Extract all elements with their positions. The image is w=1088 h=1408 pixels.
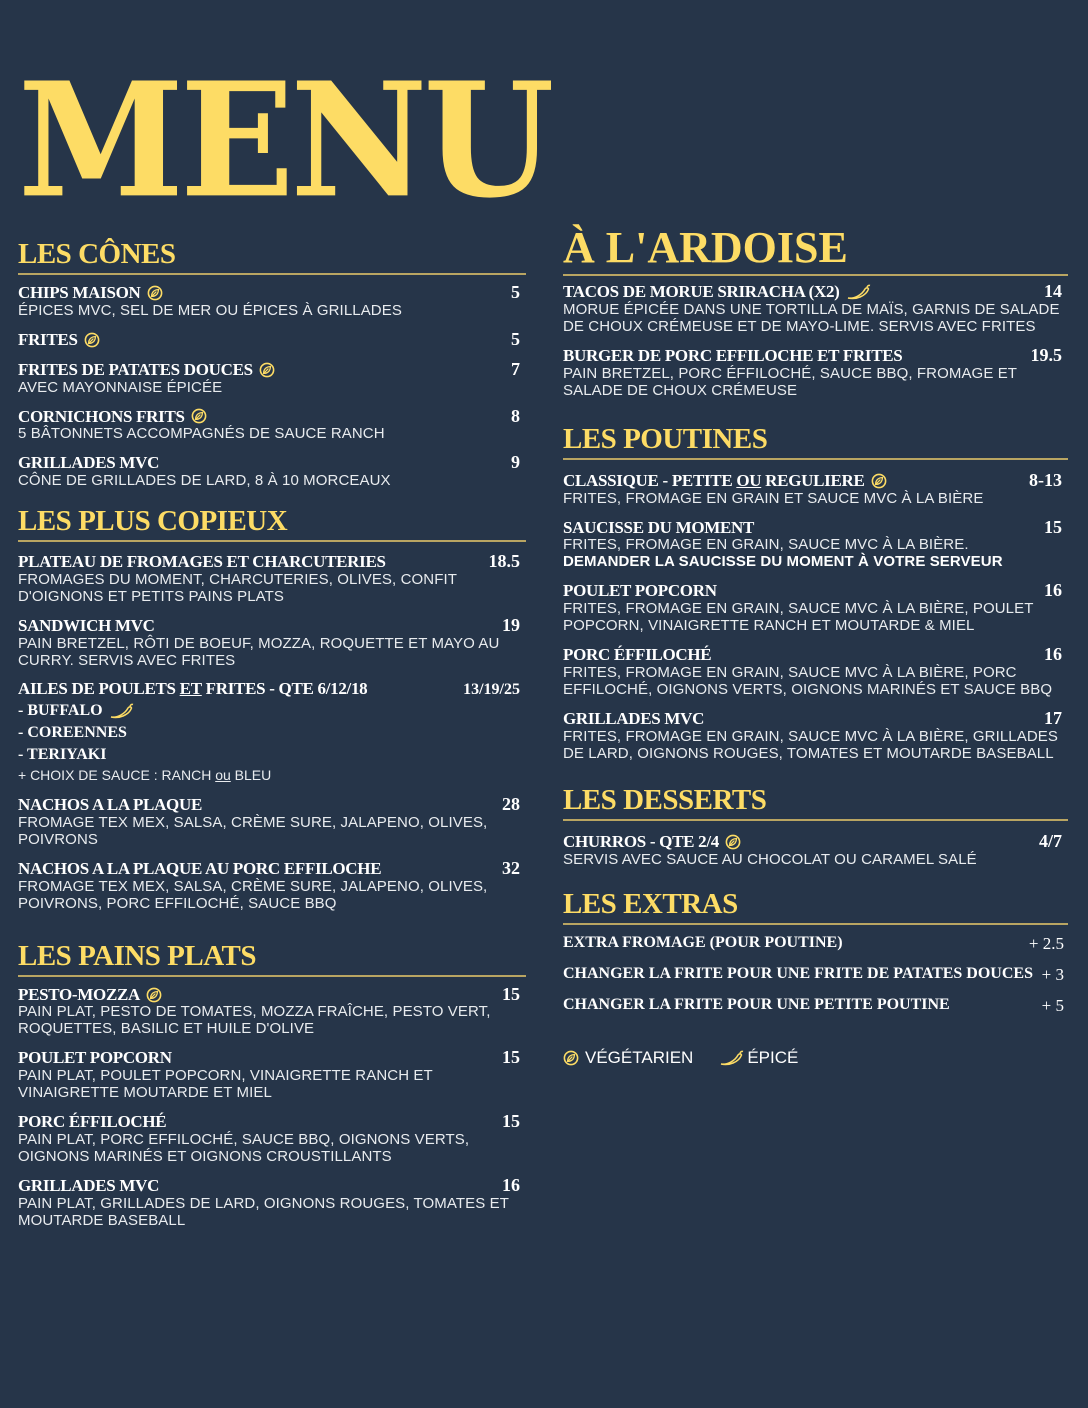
item-name	[18, 408, 207, 426]
item-price: 9	[511, 452, 520, 473]
sauce-text: ou	[215, 766, 231, 783]
item-price: 14	[1044, 281, 1062, 301]
item-price: 8-13	[1029, 469, 1062, 490]
item-name-part: FRITES - QTE 6/12/18	[201, 678, 368, 698]
item-price: 15	[502, 983, 520, 1004]
item-name	[18, 361, 275, 379]
item-desc: PAIN PLAT, PESTO DE TOMATES, MOZZA FRAÎCHE, PESTO VERT, ROQUETTES, BASILIC ET HUILE D'OLIVE	[18, 1003, 491, 1038]
item-price: 16	[1044, 580, 1062, 601]
legend-veg-label: VÉGÉTARIEN	[585, 1047, 694, 1067]
item-name-text: GRILLADES MVC	[18, 1176, 160, 1196]
item-head	[563, 581, 1068, 600]
item-desc: ÉPICES MVC, SEL DE MER OU ÉPICES À GRILLADES	[18, 301, 402, 319]
section-title-ardoise: À L'ARDOISE	[563, 226, 1068, 276]
leaf-circle-icon	[259, 362, 275, 378]
menu-item-sandwich	[18, 616, 526, 669]
item-head	[563, 645, 1068, 664]
menu-item-ailes	[18, 680, 526, 784]
item-name-part: REGULIERE	[761, 470, 865, 490]
item-price: 28	[502, 793, 520, 814]
menu-title: MENU	[18, 48, 551, 234]
item-desc: FRITES, FROMAGE EN GRAIN, SAUCE MVC À LA BIÈRE, POULET POPCORN, VINAIGRETTE RANCH ET MOUTARDE & MIEL	[563, 600, 1034, 635]
item-head	[563, 282, 1068, 301]
sauce-text: BLEU	[230, 766, 272, 783]
section-title-extras: LES EXTRAS	[563, 890, 1068, 925]
item-head	[18, 1176, 526, 1195]
item-name-part: AILES DE POULETS	[18, 678, 180, 698]
item-name-text: PORC ÉFFILOCHÉ	[563, 645, 712, 665]
item-head	[18, 360, 526, 379]
menu-item-saucisse	[563, 518, 1068, 571]
item-name	[18, 986, 162, 1004]
item-name	[18, 1113, 166, 1131]
item-name-text: TACOS DE MORUE SRIRACHA (X2)	[563, 282, 840, 301]
item-name: NACHOS A LA PLAQUE AU PORC EFFILOCHE	[18, 858, 382, 878]
item-name-text: POULET POPCORN	[563, 581, 717, 601]
menu-item	[563, 709, 1068, 762]
menu-item-nachos	[18, 795, 526, 848]
section-title-poutines: LES POUTINES	[563, 425, 1068, 460]
menu-item-classique	[563, 471, 1068, 507]
extra-item	[563, 935, 1068, 952]
leaf-circle-icon	[147, 285, 163, 301]
extra-price: + 3	[1041, 964, 1064, 984]
menu-item	[18, 407, 526, 443]
item-name-part: ET	[179, 678, 202, 698]
section-title-desserts: LES DESSERTS	[563, 786, 1068, 821]
item-name: SANDWICH MVC	[18, 616, 155, 636]
item-desc: SERVIS AVEC SAUCE AU CHOCOLAT OU CARAMEL SALÉ	[563, 850, 977, 868]
extra-name: EXTRA FROMAGE (POUR POUTINE)	[563, 933, 843, 951]
leaf-circle-icon	[725, 834, 741, 850]
item-head	[563, 346, 1068, 365]
menu-item	[563, 346, 1068, 399]
item-desc: PAIN BRETZEL, PORC ÉFFILOCHÉ, SAUCE BBQ, FROMAGE ET SALADE DE CHOUX CRÉMEUSE	[563, 364, 1017, 399]
leaf-circle-icon	[191, 408, 207, 424]
item-name	[563, 472, 887, 490]
item-price: 15	[502, 1047, 520, 1068]
chili-pepper-icon	[846, 284, 872, 300]
menu-item-nachos-porc	[18, 859, 526, 912]
section-title-pains: LES PAINS PLATS	[18, 942, 526, 977]
section-title-cones: LES CÔNES	[18, 240, 526, 275]
item-price: 8	[511, 405, 520, 426]
item-price: 5	[511, 328, 520, 349]
item-desc: CÔNE DE GRILLADES DE LARD, 8 À 10 MORCEAUX	[18, 472, 391, 490]
chili-pepper-icon	[719, 1050, 745, 1066]
section-poutines	[563, 422, 1068, 762]
item-name	[18, 331, 100, 349]
section-pains	[18, 939, 526, 1229]
extra-name: CHANGER LA FRITE POUR UNE PETITE POUTINE	[563, 995, 950, 1013]
item-desc: FRITES, FROMAGE EN GRAIN ET SAUCE MVC À LA BIÈRE	[563, 489, 984, 507]
item-desc: PAIN PLAT, GRILLADES DE LARD, OIGNONS ROUGES, TOMATES ET MOUTARDE BASEBALL	[18, 1194, 509, 1229]
item-name	[18, 680, 367, 698]
item-desc: FRITES, FROMAGE EN GRAIN, SAUCE MVC À LA BIÈRE.	[563, 536, 969, 554]
item-head	[18, 453, 526, 472]
flavor-coreennes	[18, 722, 526, 744]
item-desc: FRITES, FROMAGE EN GRAIN, SAUCE MVC À LA BIÈRE, PORC EFFILOCHÉ, OIGNONS VERTS, OIGNONS MARINÉS ET SAUCE BBQ	[563, 664, 1053, 699]
flavor-label: - COREENNES	[18, 723, 127, 741]
item-desc: PAIN BRETZEL, RÔTI DE BOEUF, MOZZA, ROQUETTE ET MAYO AU CURRY. SERVIS AVEC FRITES	[18, 634, 500, 669]
extra-item	[563, 997, 1068, 1014]
item-name-text: CHURROS - QTE 2/4	[563, 831, 719, 851]
menu-item	[18, 1176, 526, 1229]
menu-item	[563, 282, 1068, 335]
menu-item	[18, 283, 526, 319]
menu-item	[18, 453, 526, 489]
extra-item	[563, 966, 1068, 983]
item-name	[563, 710, 704, 728]
section-copieux	[18, 507, 526, 911]
item-price: 4/7	[1038, 830, 1062, 851]
item-price: 16	[502, 1175, 520, 1196]
menu-item	[563, 581, 1068, 634]
item-name	[563, 582, 717, 600]
item-name-text: FRITES DE PATATES DOUCES	[18, 359, 253, 379]
item-name	[563, 347, 902, 365]
leaf-circle-icon	[563, 1050, 579, 1066]
leaf-circle-icon	[871, 473, 887, 489]
extra-price: + 2.5	[1028, 933, 1064, 953]
item-name-text: PESTO-MOZZA	[18, 984, 141, 1004]
flavor-buffalo	[18, 700, 526, 722]
item-name: SAUCISSE DU MOMENT	[563, 517, 755, 537]
item-name-text: CHIPS MAISON	[18, 283, 141, 302]
item-name-text: GRILLADES MVC	[18, 453, 160, 473]
menu-item	[18, 1048, 526, 1101]
item-name-text: POULET POPCORN	[18, 1048, 172, 1068]
sauce-choice	[18, 766, 526, 784]
item-price: 19.5	[1030, 344, 1062, 365]
item-price: 19	[502, 615, 520, 636]
menu-item	[18, 985, 526, 1038]
sauce-text: + CHOIX DE SAUCE : RANCH	[18, 766, 216, 783]
item-head	[18, 330, 526, 349]
item-name: PLATEAU DE FROMAGES ET CHARCUTERIES	[18, 552, 386, 572]
item-desc: PAIN PLAT, PORC EFFILOCHÉ, SAUCE BBQ, OIGNONS VERTS, OIGNONS MARINÉS ET OIGNONS CROUSTILLANTS	[18, 1131, 470, 1166]
item-name-part: CLASSIQUE - PETITE	[563, 470, 737, 490]
item-name	[18, 284, 163, 302]
item-head	[18, 1112, 526, 1131]
item-name	[18, 454, 159, 472]
menu-item	[563, 645, 1068, 698]
chili-pepper-icon	[109, 703, 135, 719]
item-name	[18, 1049, 172, 1067]
item-note: DEMANDER LA SAUCISSE DU MOMENT À VOTRE SERVEUR	[563, 553, 1003, 571]
item-price: 15	[502, 1111, 520, 1132]
item-desc: FROMAGE TEX MEX, SALSA, CRÈME SURE, JALAPENO, OLIVES, POIVRONS	[18, 813, 488, 848]
legend	[563, 1048, 1068, 1068]
item-desc: FRITES, FROMAGE EN GRAIN, SAUCE MVC À LA BIÈRE, GRILLADES DE LARD, OIGNONS ROUGES, TOMATES ET MOUTARDE BASEBALL	[563, 727, 1058, 762]
item-head	[18, 1048, 526, 1067]
item-price: 7	[511, 358, 520, 379]
item-desc: FROMAGES DU MOMENT, CHARCUTERIES, OLIVES, CONFIT D'OIGNONS ET PETITS PAINS PLATS	[18, 571, 457, 606]
item-price: 15	[1044, 516, 1062, 537]
item-name-text: PORC ÉFFILOCHÉ	[18, 1112, 167, 1132]
section-cones	[18, 240, 526, 489]
left-column	[18, 240, 526, 1229]
section-title-copieux: LES PLUS COPIEUX	[18, 507, 526, 542]
section-extras	[563, 887, 1068, 1015]
item-name: NACHOS A LA PLAQUE	[18, 794, 202, 814]
extra-name: CHANGER LA FRITE POUR UNE FRITE DE PATATES DOUCES	[563, 964, 1033, 982]
flavor-label: - TERIYAKI	[18, 745, 107, 763]
item-desc: FROMAGE TEX MEX, SALSA, CRÈME SURE, JALAPENO, OLIVES, POIVRONS, PORC EFFILOCHÉ, SAUCE BBQ	[18, 877, 488, 912]
item-name-text: CORNICHONS FRITS	[18, 406, 185, 426]
menu-item	[18, 330, 526, 349]
item-price: 5	[511, 282, 520, 302]
item-name	[563, 833, 741, 851]
menu-item	[18, 1112, 526, 1165]
item-desc: 5 BÂTONNETS ACCOMPAGNÉS DE SAUCE RANCH	[18, 425, 385, 443]
item-head	[563, 709, 1068, 728]
right-column	[563, 223, 1068, 1068]
item-price: 16	[1044, 644, 1062, 665]
item-name-text: FRITES	[18, 329, 78, 349]
section-desserts	[563, 783, 1068, 868]
item-name	[563, 646, 711, 664]
leaf-circle-icon	[146, 987, 162, 1003]
flavor-teriyaki	[18, 744, 526, 766]
leaf-circle-icon	[84, 332, 100, 348]
item-desc: MORUE ÉPICÉE DANS UNE TORTILLA DE MAÏS, GARNIS DE SALADE DE CHOUX CRÉMEUSE ET DE MAYO-LIME. SERVIS AVEC FRITES	[563, 300, 1060, 335]
item-price: 32	[502, 857, 520, 878]
item-head	[18, 985, 526, 1004]
item-name-part: OU	[736, 470, 762, 490]
menu-item-churros	[563, 832, 1068, 868]
item-head	[18, 407, 526, 426]
item-price: 18.5	[488, 551, 520, 572]
item-name-text: GRILLADES MVC	[563, 709, 705, 729]
item-name-text: BURGER DE PORC EFFILOCHE ET FRITES	[563, 345, 903, 365]
item-name	[18, 1177, 159, 1195]
menu-item-plateau	[18, 552, 526, 605]
item-name	[563, 283, 872, 301]
extra-price: + 5	[1041, 995, 1064, 1015]
item-price: 17	[1044, 708, 1062, 729]
menu-item	[18, 360, 526, 396]
item-desc: PAIN PLAT, POULET POPCORN, VINAIGRETTE RANCH ET VINAIGRETTE MOUTARDE ET MIEL	[18, 1067, 433, 1102]
item-head	[18, 283, 526, 302]
item-desc: AVEC MAYONNAISE ÉPICÉE	[18, 378, 223, 396]
section-ardoise	[563, 223, 1068, 399]
flavor-label: - BUFFALO	[18, 701, 103, 719]
legend-spicy-label: ÉPICÉ	[747, 1047, 799, 1067]
item-price: 13/19/25	[463, 680, 520, 698]
